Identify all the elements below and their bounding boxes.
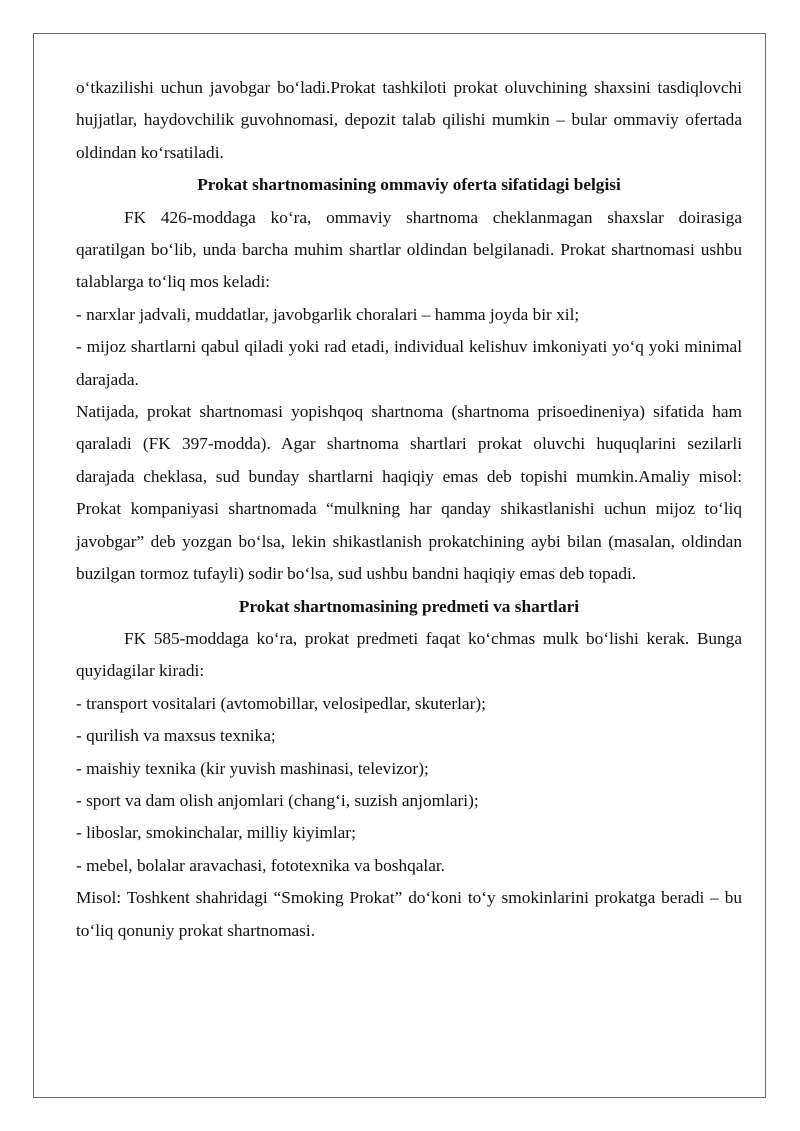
section-heading-subject: Prokat shartnomasining predmeti va shartlari — [238, 596, 580, 616]
paragraph-fk-585: FK 585-moddaga ko‘ra, prokat predmeti faqat ko‘chmas mulk bo‘lishi kerak. Bunga quyidagilar kiradi: — [76, 628, 742, 681]
list-item: - liboslar, smokinchalar, milliy kiyimlar; — [76, 823, 356, 843]
list-item: - mijoz shartlarni qabul qiladi yoki rad etadi, individual kelishuv imkoniyati yo‘q yoki minimal darajada. — [76, 337, 742, 389]
paragraph-fk-426: FK 426-moddaga ko‘ra, ommaviy shartnoma cheklanmagan shaxslar doirasiga qaratilgan bo‘lib, unda barcha muhim shartlar oldindan belgilanadi. Prokat shartnomasi ushbu talablarga to‘liq mos keladi: — [76, 207, 742, 292]
paragraph-conclusion: Natijada, prokat shartnomasi yopishqoq shartnoma (shartnoma prisoedineniya) sifatida ham qaraladi (FK 397-modda). Agar shartnoma shartlari prokat oluvchi huquqlarini sezilarli darajada cheklasa, sud bunday shartlarni haqiqiy emas deb topishi mumkin.Amaliy misol: Prokat kompaniyasi shartnomada “mulkning har qanday shikastlanishi uchun mijoz to‘liq javobgar” deb yozgan bo‘lsa, lekin shikastlanish prokatchining aybi bilan (masalan, oldindan buzilgan tormoz tufayli) sodir bo‘lsa, sud ushbu bandni haqiqiy emas deb topadi. — [76, 402, 742, 584]
list-item: - qurilish va maxsus texnika; — [76, 726, 276, 746]
paragraph-example: Misol: Toshkent shahridagi “Smoking Prokat” do‘koni to‘y smokinlarini prokatga beradi – bu to‘liq qonuniy prokat shartnomasi. — [76, 888, 742, 940]
list-item: - narxlar jadvali, muddatlar, javobgarlik choralari – hamma joyda bir xil; — [76, 304, 580, 324]
list-item: - mebel, bolalar aravachasi, fototexnika va boshqalar. — [76, 855, 445, 875]
section-heading-public-offer: Prokat shartnomasining ommaviy oferta sifatidagi belgisi — [197, 175, 621, 195]
list-item: - maishiy texnika (kir yuvish mashinasi, televizor); — [76, 758, 429, 778]
document-body — [76, 72, 742, 947]
list-item: - transport vositalari (avtomobillar, velosipedlar, skuterlar); — [76, 693, 486, 713]
paragraph-continuation: o‘tkazilishi uchun javobgar bo‘ladi.Prokat tashkiloti prokat oluvchining shaxsini tasdiqlovchi hujjatlar, haydovchilik guvohnomasi, depozit talab qilishi mumkin – bular ommaviy ofertada oldindan ko‘rsatiladi. — [76, 78, 742, 162]
list-item: - sport va dam olish anjomlari (chang‘i, suzish anjomlari); — [76, 790, 479, 810]
